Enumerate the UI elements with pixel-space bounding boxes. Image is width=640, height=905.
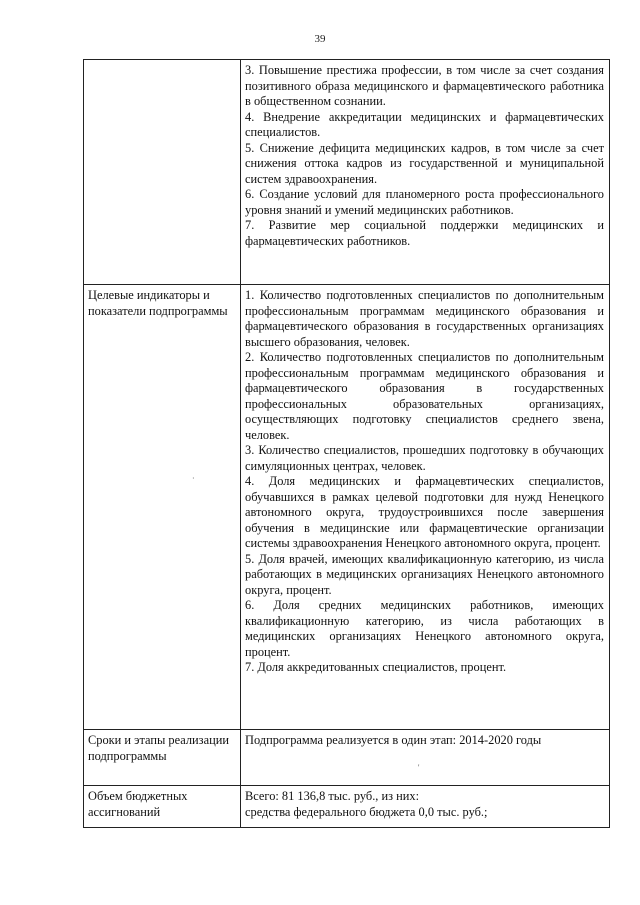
table-row-terms bbox=[84, 730, 610, 786]
indicator-item-4: 4. Доля медицинских и фармацевтических специалистов, обучавшихся в рамках целевой подготовки для нужд Ненецкого автономного округа, трудоустроившихся после завершения обучения в медицинские или фармацевтические организации системы здравоохранения Ненецкого автономного округа, процент. bbox=[245, 474, 604, 550]
terms-text: Подпрограмма реализуется в один этап: 2014-2020 годы bbox=[245, 733, 542, 747]
table-row-budget bbox=[84, 786, 610, 828]
row-label-budget: Объем бюджетных ассигнований bbox=[84, 786, 241, 828]
indicator-item-5: 5. Доля врачей, имеющих квалификационную категорию, из числа работающих в медицинских организациях Ненецкого автономного округа, процент. bbox=[245, 551, 604, 597]
indicator-item-2: 2. Количество подготовленных специалистов по дополнительным профессиональным программам медицинского образования и фармацевтического образования в государственных профессиональных образовательных организациях, осуществляющих подготовку специалистов среднего звена, человек. bbox=[245, 350, 604, 442]
row-label-terms: Сроки и этапы реализации подпрограммы bbox=[84, 730, 241, 786]
budget-total: Всего: 81 136,8 тыс. руб., из них: bbox=[245, 789, 420, 803]
table-row-tasks bbox=[84, 60, 610, 285]
indicators-content bbox=[241, 285, 610, 730]
program-table bbox=[83, 59, 610, 828]
task-item-4: 4. Внедрение аккредитации медицинских и фармацевтических специалистов. bbox=[245, 109, 604, 139]
tasks-content bbox=[241, 60, 610, 285]
indicator-item-7: 7. Доля аккредитованных специалистов, процент. bbox=[245, 660, 507, 674]
row-label-empty bbox=[84, 60, 241, 285]
indicator-item-3: 3. Количество специалистов, прошедших подготовку в обучающих симуляционных центрах, человек. bbox=[245, 443, 604, 473]
scan-speck-mark: ' bbox=[418, 763, 420, 772]
terms-content bbox=[241, 730, 610, 786]
indicator-item-6: 6. Доля средних медицинских работников, имеющих квалификационную категорию, из числа работающих в медицинских организациях Ненецкого автономного округа, процент. bbox=[245, 598, 604, 659]
task-item-3: 3. Повышение престижа профессии, в том числе за счет создания позитивного образа медицинского и фармацевтического работника в общественном сознании. bbox=[245, 63, 604, 108]
table-row-indicators bbox=[84, 285, 610, 730]
row-label-indicators: Целевые индикаторы и показатели подпрограммы bbox=[84, 285, 241, 730]
task-item-6: 6. Создание условий для планомерного роста профессионального уровня знаний и умений медицинских работников. bbox=[245, 187, 604, 217]
task-item-5: 5. Снижение дефицита медицинских кадров, в том числе за счет снижения оттока кадров из государственной и муниципальной систем здравоохранения. bbox=[245, 140, 604, 186]
indicator-item-1: 1. Количество подготовленных специалистов по дополнительным профессиональным программам медицинского образования и фармацевтического образования в государственных организациях высшего образования, человек. bbox=[245, 288, 604, 349]
scan-speck-mark: · bbox=[192, 474, 195, 483]
budget-content bbox=[241, 786, 610, 828]
page-number: 39 bbox=[314, 33, 326, 45]
task-item-7: 7. Развитие мер социальной поддержки медицинских и фармацевтических работников. bbox=[245, 218, 604, 248]
budget-federal: средства федерального бюджета 0,0 тыс. руб.; bbox=[245, 804, 488, 819]
